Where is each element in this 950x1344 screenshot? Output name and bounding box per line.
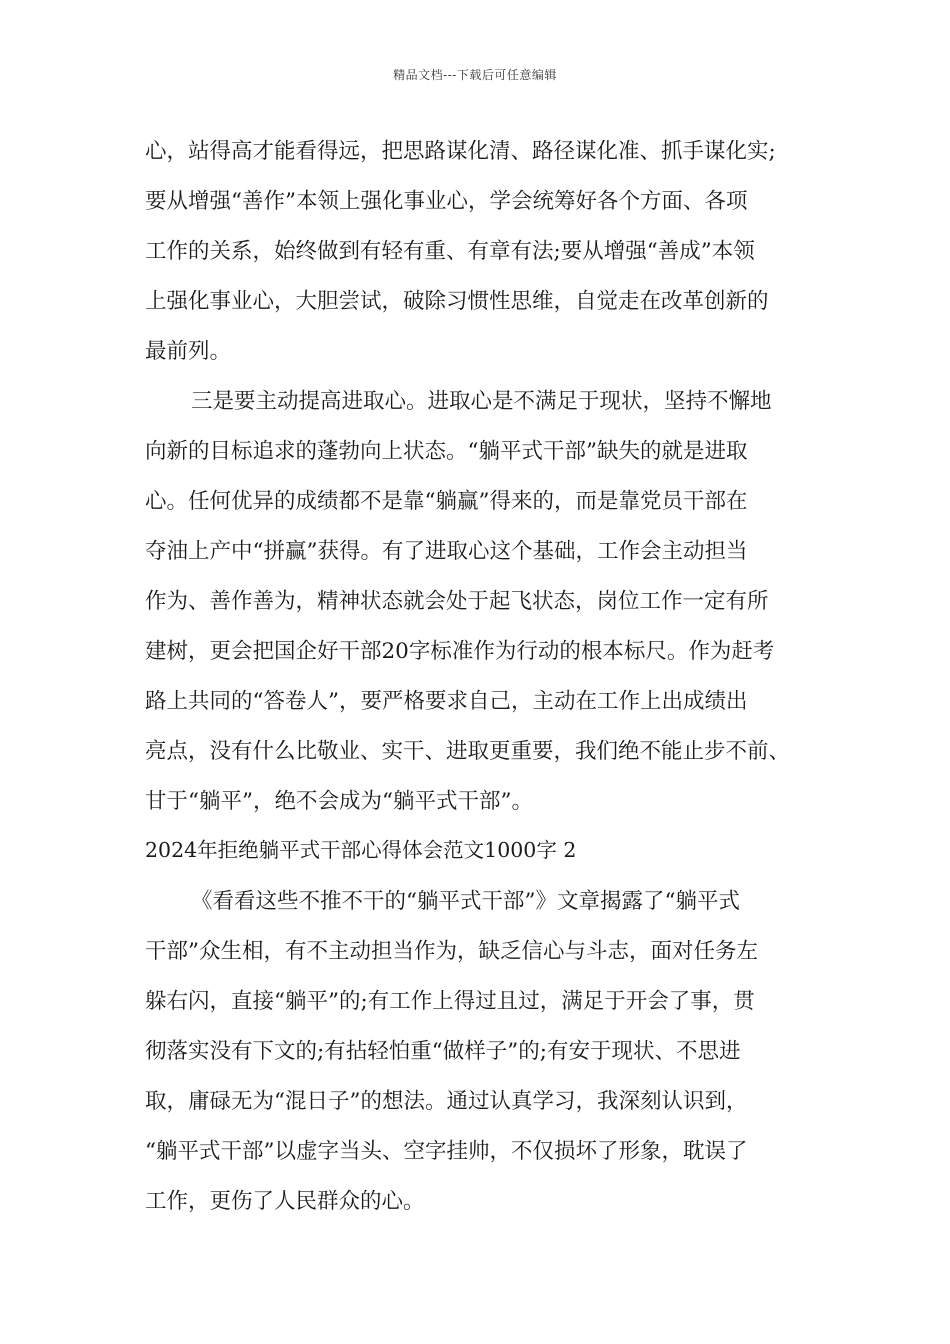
paragraph-line: 躲右闪，直接“躺平”的;有工作上得过且过，满足于开会了事，贯 xyxy=(145,989,755,1014)
paragraph-line: 最前列。 xyxy=(145,339,232,364)
paragraph-1 xyxy=(145,127,825,377)
paragraph-line: 干部”众生相，有不主动担当作为，缺乏信心与斗志，面对任务左 xyxy=(145,939,758,964)
paragraph-line: 取，庸碌无为“混日子”的想法。通过认真学习，我深刻认识到， xyxy=(145,1089,748,1114)
paragraph-line: 作为、善作善为，精神状态就会处于起飞状态，岗位工作一定有所 xyxy=(145,589,769,614)
paragraph-line: 工作的关系，始终做到有轻有重、有章有法;要从增强“善成”本领 xyxy=(145,239,755,264)
paragraph-line: 亮点，没有什么比敬业、实干、进取更重要，我们绝不能止步不前、 xyxy=(145,739,791,764)
paragraph-line: 甘于“躺平”，绝不会成为“躺平式干部”。 xyxy=(145,789,533,814)
paragraph-line: 心。任何优异的成绩都不是靠“躺赢”得来的，而是靠党员干部在 xyxy=(145,489,748,514)
paragraph-line: 向新的目标追求的蓬勃向上状态。“躺平式干部”缺失的就是进取 xyxy=(145,439,748,464)
paragraph-line: 建树，更会把国企好干部20字标准作为行动的根本标尺。作为赶考 xyxy=(145,639,775,664)
paragraph-line: 心，站得高才能看得远，把思路谋化清、路径谋化准、抓手谋化实; xyxy=(145,139,776,164)
paragraph-line: 路上共同的“答卷人”，要严格要求自己，主动在工作上出成绩出 xyxy=(145,689,748,714)
paragraph-line: 三是要主动提高进取心。进取心是不满足于现状，坚持不懈地 xyxy=(191,389,772,414)
paragraph-2 xyxy=(145,377,825,827)
paragraph-line: 彻落实没有下文的;有拈轻怕重“做样子”的;有安于现状、不思进 xyxy=(145,1039,741,1064)
paragraph-line: 上强化事业心，大胆尝试，破除习惯性思维，自觉走在改革创新的 xyxy=(145,289,769,314)
paragraph-line: 《看看这些不推不干的“躺平式干部”》文章揭露了“躺平式 xyxy=(191,889,740,914)
paragraph-line: 工作，更伤了人民群众的心。 xyxy=(145,1189,425,1214)
paragraph-3 xyxy=(145,877,825,1227)
paragraph-line: “躺平式干部”以虚字当头、空字挂帅，不仅损坏了形象，耽误了 xyxy=(145,1139,748,1164)
paragraph-line: 要从增强“善作”本领上强化事业心，学会统筹好各个方面、各项 xyxy=(145,189,748,214)
paragraph-line: 夺油上产中“拼赢”获得。有了进取心这个基础，工作会主动担当 xyxy=(145,539,748,564)
document-body xyxy=(145,127,825,1227)
section-heading: 2024年拒绝躺平式干部心得体会范文1000字 2 xyxy=(145,838,577,862)
page-header: 精品文档---下载后可任意编辑 xyxy=(393,68,557,82)
